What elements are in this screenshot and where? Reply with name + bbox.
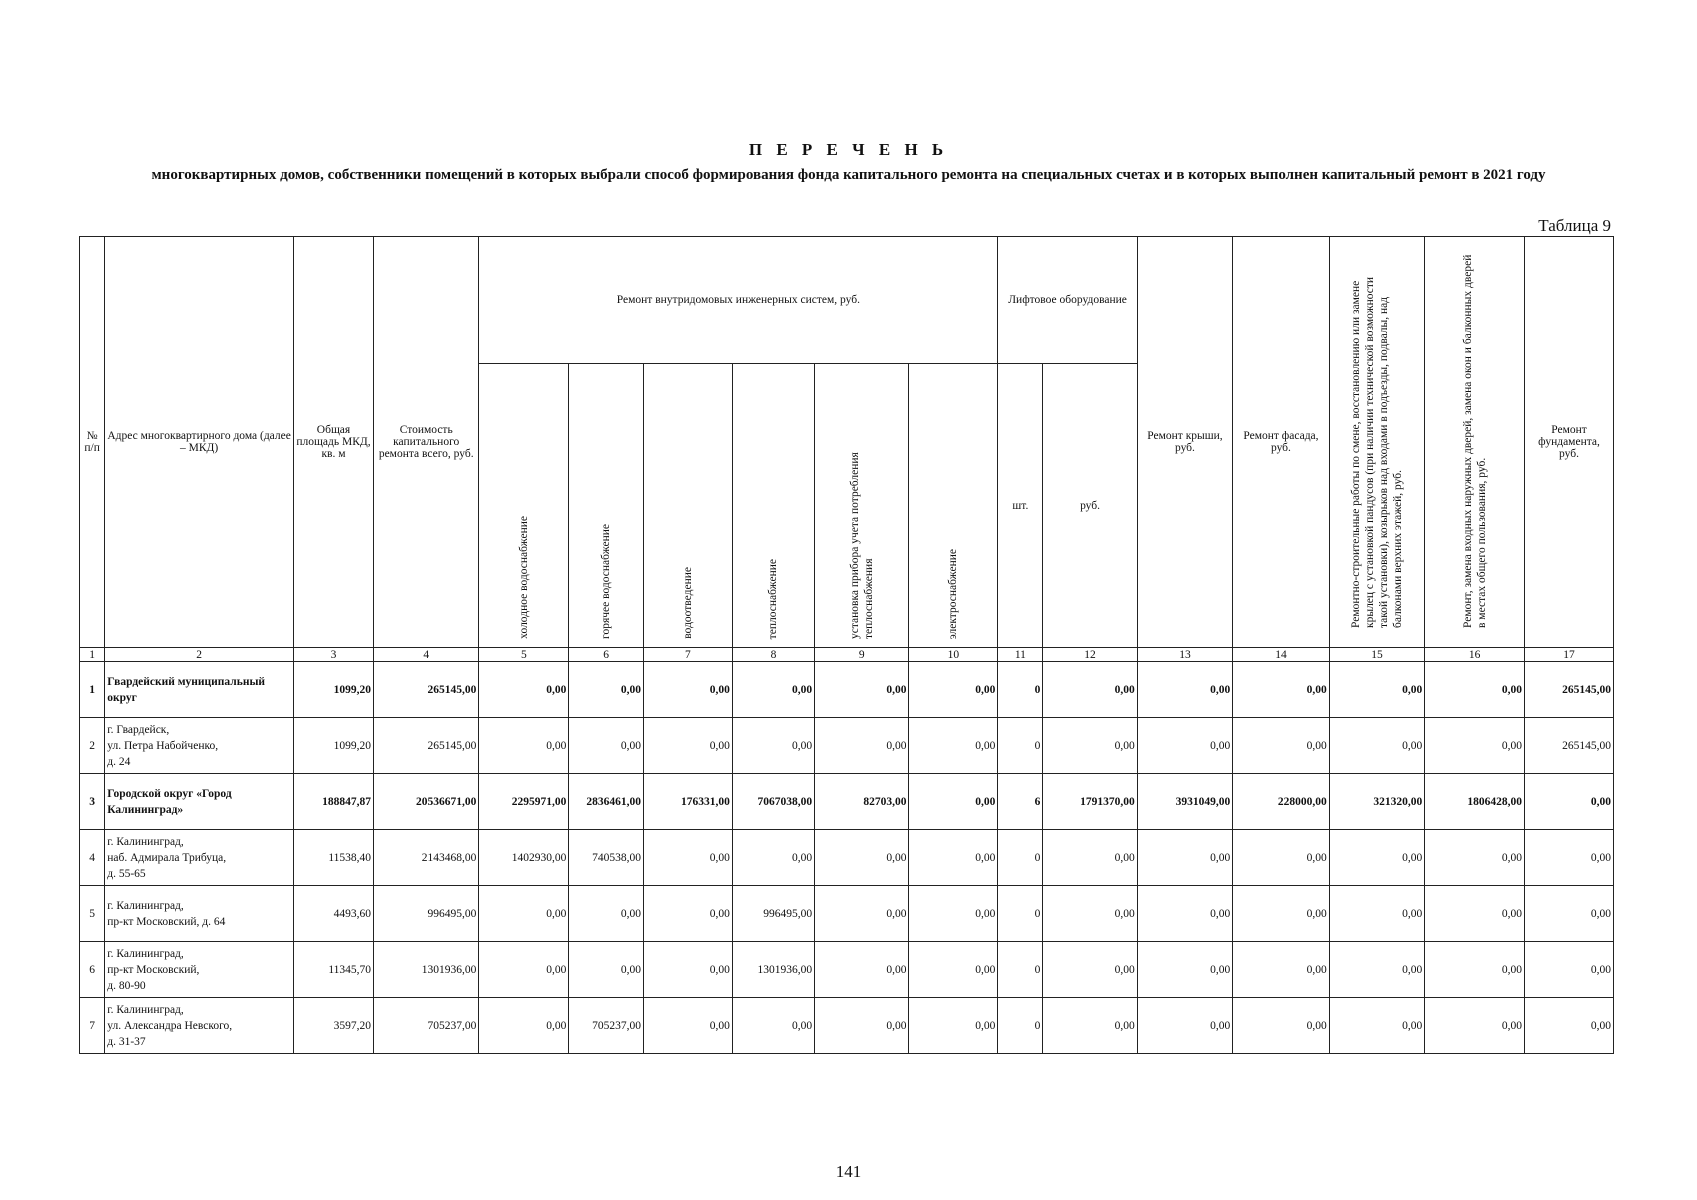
value-cell: 0,00 bbox=[909, 998, 998, 1054]
value-cell: 1791370,00 bbox=[1043, 774, 1137, 830]
header-construction-text: Ремонтно-строительные работы по смене, восстановлению или замене крылец с установкой пандусов (при наличии технической возможности такой установки), козырьков над входами в подъезды, подвалы, над балконами верхних этажей, руб. bbox=[1349, 276, 1404, 628]
value-cell: 0,00 bbox=[569, 718, 644, 774]
value-cell: 0,00 bbox=[1043, 718, 1137, 774]
header-cost: Стоимость капитального ремонта всего, руб. bbox=[374, 237, 479, 648]
value-cell: 0,00 bbox=[643, 830, 732, 886]
value-cell: 0,00 bbox=[909, 662, 998, 718]
value-cell: 1301936,00 bbox=[374, 942, 479, 998]
value-cell: 0,00 bbox=[643, 662, 732, 718]
value-cell: 0,00 bbox=[1329, 662, 1424, 718]
value-cell: 82703,00 bbox=[815, 774, 909, 830]
row-number-cell: 7 bbox=[80, 998, 105, 1054]
value-cell: 176331,00 bbox=[643, 774, 732, 830]
table-row bbox=[80, 830, 1614, 886]
column-number: 1 bbox=[80, 648, 105, 662]
value-cell: 3931049,00 bbox=[1137, 774, 1232, 830]
value-cell: 265145,00 bbox=[1525, 718, 1614, 774]
value-cell: 0 bbox=[998, 886, 1043, 942]
value-cell: 0,00 bbox=[1043, 942, 1137, 998]
column-number: 2 bbox=[105, 648, 294, 662]
value-cell: 0,00 bbox=[1425, 998, 1525, 1054]
value-cell: 0,00 bbox=[732, 662, 814, 718]
value-cell: 1402930,00 bbox=[479, 830, 569, 886]
value-cell: 0,00 bbox=[1233, 830, 1330, 886]
value-cell: 1099,20 bbox=[293, 662, 373, 718]
header-foundation: Ремонт фундамента, руб. bbox=[1525, 237, 1614, 648]
value-cell: 996495,00 bbox=[374, 886, 479, 942]
table-row bbox=[80, 942, 1614, 998]
value-cell: 740538,00 bbox=[569, 830, 644, 886]
column-number: 8 bbox=[732, 648, 814, 662]
header-lift-group: Лифтовое оборудование bbox=[998, 237, 1137, 364]
value-cell: 0,00 bbox=[1233, 886, 1330, 942]
value-cell: 1099,20 bbox=[293, 718, 373, 774]
value-cell: 265145,00 bbox=[374, 662, 479, 718]
value-cell: 0,00 bbox=[1137, 718, 1232, 774]
row-number-cell: 3 bbox=[80, 774, 105, 830]
value-cell: 0,00 bbox=[732, 718, 814, 774]
column-number: 11 bbox=[998, 648, 1043, 662]
address-cell: г. Гвардейск, ул. Петра Набойченко, д. 24 bbox=[105, 718, 294, 774]
value-cell: 0,00 bbox=[479, 942, 569, 998]
header-drainage-text: водоотведение bbox=[681, 567, 694, 639]
header-construction bbox=[1329, 237, 1424, 648]
value-cell: 0,00 bbox=[815, 942, 909, 998]
header-cold-water-text: холодное водоснабжение bbox=[517, 516, 530, 639]
value-cell: 0,00 bbox=[1425, 662, 1525, 718]
header-hot-water bbox=[569, 364, 644, 648]
address-cell: г. Калининград, наб. Адмирала Трибуца, д. 55-65 bbox=[105, 830, 294, 886]
value-cell: 0,00 bbox=[815, 718, 909, 774]
header-heating bbox=[732, 364, 814, 648]
header-cold-water bbox=[479, 364, 569, 648]
column-number: 13 bbox=[1137, 648, 1232, 662]
value-cell: 2295971,00 bbox=[479, 774, 569, 830]
value-cell: 0 bbox=[998, 830, 1043, 886]
value-cell: 0,00 bbox=[1525, 998, 1614, 1054]
row-number-cell: 1 bbox=[80, 662, 105, 718]
value-cell: 0,00 bbox=[909, 830, 998, 886]
value-cell: 0,00 bbox=[1329, 886, 1424, 942]
value-cell: 0,00 bbox=[815, 662, 909, 718]
value-cell: 0,00 bbox=[1233, 718, 1330, 774]
column-number: 4 bbox=[374, 648, 479, 662]
value-cell: 0,00 bbox=[909, 718, 998, 774]
column-number: 14 bbox=[1233, 648, 1330, 662]
row-number-cell: 2 bbox=[80, 718, 105, 774]
value-cell: 0,00 bbox=[1233, 998, 1330, 1054]
value-cell: 0,00 bbox=[1233, 662, 1330, 718]
column-number-row bbox=[80, 648, 1614, 662]
value-cell: 0,00 bbox=[569, 942, 644, 998]
value-cell: 0,00 bbox=[1525, 942, 1614, 998]
value-cell: 0,00 bbox=[1137, 886, 1232, 942]
header-address: Адрес многоквартирного дома (далее – МКД) bbox=[105, 237, 294, 648]
value-cell: 0,00 bbox=[1233, 942, 1330, 998]
header-meter-text: установка прибора учета потребления теплоснабжения bbox=[848, 452, 875, 639]
column-number: 5 bbox=[479, 648, 569, 662]
table-row bbox=[80, 662, 1614, 718]
header-systems-group: Ремонт внутридомовых инженерных систем, руб. bbox=[479, 237, 998, 364]
value-cell: 0,00 bbox=[732, 830, 814, 886]
value-cell: 6 bbox=[998, 774, 1043, 830]
value-cell: 0,00 bbox=[815, 886, 909, 942]
repair-table bbox=[79, 236, 1614, 1054]
header-lift-units: шт. bbox=[998, 364, 1043, 648]
value-cell: 0 bbox=[998, 718, 1043, 774]
column-number: 9 bbox=[815, 648, 909, 662]
value-cell: 0,00 bbox=[479, 718, 569, 774]
value-cell: 1806428,00 bbox=[1425, 774, 1525, 830]
value-cell: 2143468,00 bbox=[374, 830, 479, 886]
value-cell: 0,00 bbox=[1043, 998, 1137, 1054]
address-cell: Гвардейский муниципальный округ bbox=[105, 662, 294, 718]
value-cell: 11538,40 bbox=[293, 830, 373, 886]
value-cell: 0,00 bbox=[479, 662, 569, 718]
table-row bbox=[80, 886, 1614, 942]
column-number: 3 bbox=[293, 648, 373, 662]
value-cell: 0,00 bbox=[643, 998, 732, 1054]
value-cell: 0,00 bbox=[1525, 830, 1614, 886]
header-doors-text: Ремонт, замена входных наружных дверей, замена окон и балконных дверей в местах общего пользования, руб. bbox=[1461, 254, 1488, 628]
value-cell: 0,00 bbox=[1329, 718, 1424, 774]
value-cell: 0,00 bbox=[1043, 886, 1137, 942]
header-electric bbox=[909, 364, 998, 648]
value-cell: 321320,00 bbox=[1329, 774, 1424, 830]
header-roof: Ремонт крыши, руб. bbox=[1137, 237, 1232, 648]
value-cell: 265145,00 bbox=[374, 718, 479, 774]
value-cell: 2836461,00 bbox=[569, 774, 644, 830]
header-facade: Ремонт фасада, руб. bbox=[1233, 237, 1330, 648]
row-number-cell: 4 bbox=[80, 830, 105, 886]
value-cell: 0,00 bbox=[1425, 942, 1525, 998]
value-cell: 0 bbox=[998, 942, 1043, 998]
value-cell: 0,00 bbox=[1329, 998, 1424, 1054]
header-lift-rub: руб. bbox=[1043, 364, 1137, 648]
address-cell: г. Калининград, ул. Александра Невского, д. 31-37 bbox=[105, 998, 294, 1054]
value-cell: 0,00 bbox=[1329, 830, 1424, 886]
header-meter bbox=[815, 364, 909, 648]
header-area: Общая площадь МКД, кв. м bbox=[293, 237, 373, 648]
value-cell: 188847,87 bbox=[293, 774, 373, 830]
value-cell: 0,00 bbox=[1043, 662, 1137, 718]
value-cell: 0,00 bbox=[643, 942, 732, 998]
header-electric-text: электроснабжение bbox=[947, 548, 960, 639]
value-cell: 0,00 bbox=[1425, 886, 1525, 942]
value-cell: 705237,00 bbox=[374, 998, 479, 1054]
value-cell: 20536671,00 bbox=[374, 774, 479, 830]
value-cell: 11345,70 bbox=[293, 942, 373, 998]
document-title: П Е Р Е Ч Е Н Ь bbox=[748, 140, 949, 159]
address-cell: Городской округ «Город Калининград» bbox=[105, 774, 294, 830]
column-number: 6 bbox=[569, 648, 644, 662]
value-cell: 0,00 bbox=[1525, 774, 1614, 830]
value-cell: 0,00 bbox=[1137, 662, 1232, 718]
value-cell: 0 bbox=[998, 662, 1043, 718]
value-cell: 0,00 bbox=[909, 942, 998, 998]
header-heating-text: теплоснабжение bbox=[767, 558, 780, 639]
value-cell: 0,00 bbox=[1425, 718, 1525, 774]
value-cell: 0,00 bbox=[1137, 942, 1232, 998]
table-body bbox=[80, 662, 1614, 1054]
value-cell: 1301936,00 bbox=[732, 942, 814, 998]
column-number: 7 bbox=[643, 648, 732, 662]
table-row bbox=[80, 998, 1614, 1054]
row-number-cell: 5 bbox=[80, 886, 105, 942]
header-hot-water-text: горячее водоснабжение bbox=[600, 524, 613, 639]
value-cell: 0,00 bbox=[1329, 942, 1424, 998]
value-cell: 0,00 bbox=[643, 718, 732, 774]
value-cell: 228000,00 bbox=[1233, 774, 1330, 830]
column-number: 17 bbox=[1525, 648, 1614, 662]
row-number-cell: 6 bbox=[80, 942, 105, 998]
column-number: 10 bbox=[909, 648, 998, 662]
value-cell: 0,00 bbox=[815, 830, 909, 886]
column-number: 15 bbox=[1329, 648, 1424, 662]
value-cell: 0,00 bbox=[569, 886, 644, 942]
value-cell: 0,00 bbox=[1137, 830, 1232, 886]
value-cell: 0,00 bbox=[1525, 886, 1614, 942]
value-cell: 4493,60 bbox=[293, 886, 373, 942]
header-drainage bbox=[643, 364, 732, 648]
value-cell: 0,00 bbox=[1043, 830, 1137, 886]
value-cell: 996495,00 bbox=[732, 886, 814, 942]
column-number: 12 bbox=[1043, 648, 1137, 662]
page-number: 141 bbox=[835, 1162, 862, 1181]
value-cell: 0,00 bbox=[1137, 998, 1232, 1054]
header-num: № п/п bbox=[80, 237, 105, 648]
column-number: 16 bbox=[1425, 648, 1525, 662]
value-cell: 7067038,00 bbox=[732, 774, 814, 830]
document-subtitle: многоквартирных домов, собственники помещений в которых выбрали способ формирования фонда капитального ремонта на специальных счетах и в которых выполнен капитальный ремонт в 2021 году bbox=[151, 167, 1546, 183]
header-doors bbox=[1425, 237, 1525, 648]
address-cell: г. Калининград, пр-кт Московский, д. 80-90 bbox=[105, 942, 294, 998]
value-cell: 0,00 bbox=[1425, 830, 1525, 886]
value-cell: 0,00 bbox=[479, 886, 569, 942]
value-cell: 3597,20 bbox=[293, 998, 373, 1054]
value-cell: 0,00 bbox=[909, 774, 998, 830]
table-label: Таблица 9 bbox=[1538, 216, 1611, 235]
value-cell: 0,00 bbox=[815, 998, 909, 1054]
value-cell: 705237,00 bbox=[569, 998, 644, 1054]
value-cell: 0 bbox=[998, 998, 1043, 1054]
value-cell: 0,00 bbox=[909, 886, 998, 942]
value-cell: 0,00 bbox=[479, 998, 569, 1054]
value-cell: 0,00 bbox=[732, 998, 814, 1054]
table-row bbox=[80, 774, 1614, 830]
table-row bbox=[80, 718, 1614, 774]
address-cell: г. Калининград, пр-кт Московский, д. 64 bbox=[105, 886, 294, 942]
value-cell: 265145,00 bbox=[1525, 662, 1614, 718]
value-cell: 0,00 bbox=[569, 662, 644, 718]
value-cell: 0,00 bbox=[643, 886, 732, 942]
